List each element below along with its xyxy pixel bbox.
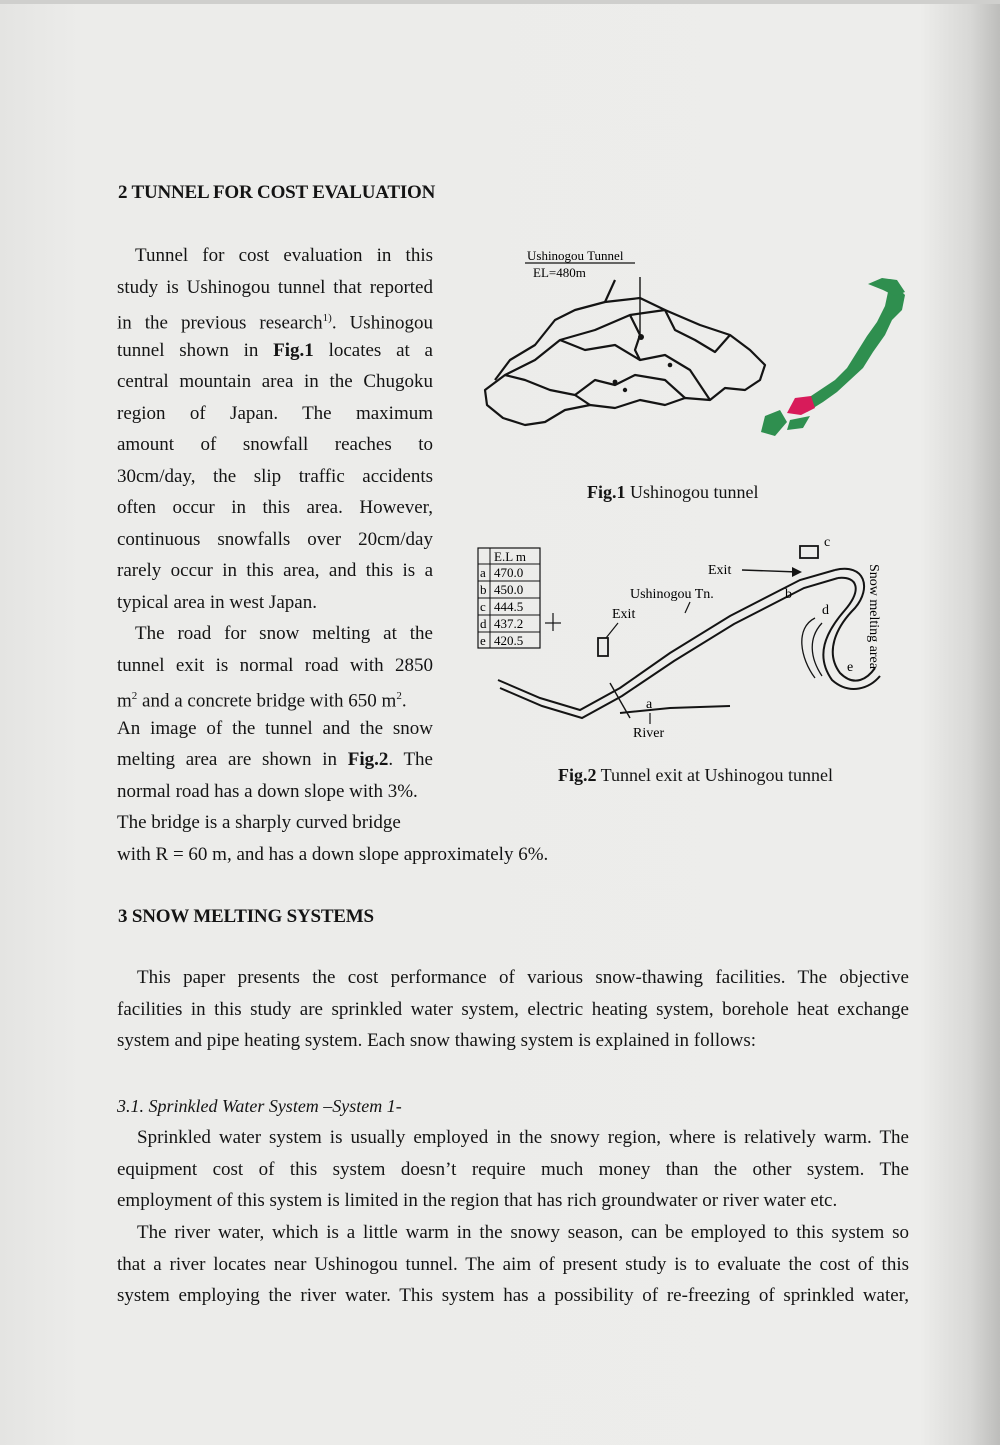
svg-text:444.5: 444.5 [494, 599, 524, 614]
north-arrow-icon [545, 613, 561, 631]
text-line: The bridge is a sharply curved bridge [117, 812, 401, 833]
svg-text:b: b [785, 587, 792, 602]
text-line: that a river locates near Ushinogou tunnel. The aim of present study is to evaluate the cost of this [117, 1253, 909, 1275]
svg-text:470.0: 470.0 [494, 565, 524, 580]
text-line: An image of the tunnel and the snow [117, 717, 433, 739]
text-line: The river water, which is a little warm in the snowy season, can be employed to this system so [137, 1222, 909, 1243]
text-line: central mountain area in the Chugoku [117, 371, 433, 392]
fig1-ref: Fig.1 [273, 339, 314, 361]
text-line: equipment cost of this system doesn’t require much money than the other system. The [117, 1158, 909, 1180]
svg-text:437.2: 437.2 [494, 616, 524, 631]
snow-area-label: Snow melting area [866, 564, 881, 669]
svg-text:d: d [822, 603, 829, 618]
exit-label-left: Exit [612, 607, 636, 622]
japan-inset [761, 278, 905, 436]
text-line: continuous snowfalls over 20cm/day [117, 528, 433, 550]
text-line: region of Japan. The maximum [117, 402, 433, 424]
text-line: with R = 60 m, and has a down slope approximately 6%. [117, 843, 549, 865]
text-line: tunnel shown in Fig.1 locates at a [117, 339, 433, 361]
svg-text:c: c [824, 535, 831, 550]
text-line: system employing the river water. This system has a possibility of re-freezing of sprinkled water, [117, 1285, 909, 1306]
text-line: $m^2$ and a concrete bridge with 650 $m^2$. [117, 690, 407, 712]
fig2-caption: Fig.2 Tunnel exit at Ushinogou tunnel [558, 765, 834, 785]
svg-text:b: b [480, 582, 487, 597]
fig1-map [465, 240, 925, 470]
text-line: rarely occur in this area, and this is a [117, 560, 433, 581]
section-3-para-3 [117, 1217, 909, 1312]
svg-text:420.5: 420.5 [494, 633, 524, 648]
svg-text:c: c [480, 599, 486, 614]
text-line: system and pipe heating system. Each snow thawing system is explained in follows: [117, 1030, 757, 1051]
svg-text:450.0: 450.0 [494, 582, 524, 597]
text-line: in the previous research$^{1)}$. Ushinogou [117, 312, 433, 334]
text-line: study is Ushinogou tunnel that reported [117, 276, 433, 298]
text-line: amount of snowfall reaches to [117, 434, 433, 455]
text-line: 30cm/day, the slip traffic accidents [117, 465, 433, 487]
section-3-para-2 [117, 1122, 909, 1217]
svg-text:a: a [646, 697, 653, 712]
text-line: melting area are shown in Fig.2. The [117, 749, 433, 770]
river-line [620, 706, 730, 713]
fig1-caption: Fig.1 Ushinogou tunnel [587, 482, 759, 502]
svg-text:d: d [480, 616, 487, 631]
text-line: typical area in west Japan. [117, 591, 317, 613]
text-line: facilities in this study are sprinkled water system, electric heating system, borehole heat exchange [117, 998, 909, 1020]
subsection-3-1-heading: 3.1. Sprinkled Water System –System 1- [117, 1096, 402, 1116]
svg-text:e: e [847, 660, 854, 675]
text-line: This paper presents the cost performance of various snow-thawing facilities. The objective [137, 967, 909, 988]
text-line: normal road has a down slope with 3%. [117, 780, 418, 802]
svg-text:e: e [480, 633, 486, 648]
map-dots [613, 363, 673, 393]
text-line: Tunnel for cost evaluation in this [135, 245, 433, 266]
section-2-heading: 2 TUNNEL FOR COST EVALUATION [118, 182, 436, 203]
text-line: employment of this system is limited in the region that has rich groundwater or river water etc. [117, 1190, 838, 1211]
text-line: tunnel exit is normal road with 2850 [117, 654, 433, 676]
text-line: Sprinkled water system is usually employed in the snowy region, where is relatively warm. The [137, 1127, 909, 1148]
fig2-ref: Fig.2 [347, 749, 389, 770]
fig1-elevation: EL=480m [533, 265, 586, 280]
fig1-label: Ushinogou Tunnel [527, 248, 624, 263]
top-edge [0, 0, 1000, 4]
text-line: often occur in this area. However, [117, 497, 433, 518]
tunnel-label: Ushinogou Tn. [630, 587, 714, 602]
text-line: The road for snow melting at the [135, 623, 433, 644]
section-3-para-1 [117, 962, 909, 1057]
svg-text:a: a [480, 565, 486, 580]
citation-sup: 1) [322, 312, 332, 324]
fig2-site-map [470, 528, 890, 748]
table-header: E.L m [494, 549, 527, 564]
section-3-heading: 3 SNOW MELTING SYSTEMS [118, 906, 374, 927]
prefecture-borders [485, 280, 765, 425]
exit-label-right: Exit [708, 563, 732, 578]
river-label: River [633, 726, 665, 741]
elevation-table [478, 548, 540, 648]
